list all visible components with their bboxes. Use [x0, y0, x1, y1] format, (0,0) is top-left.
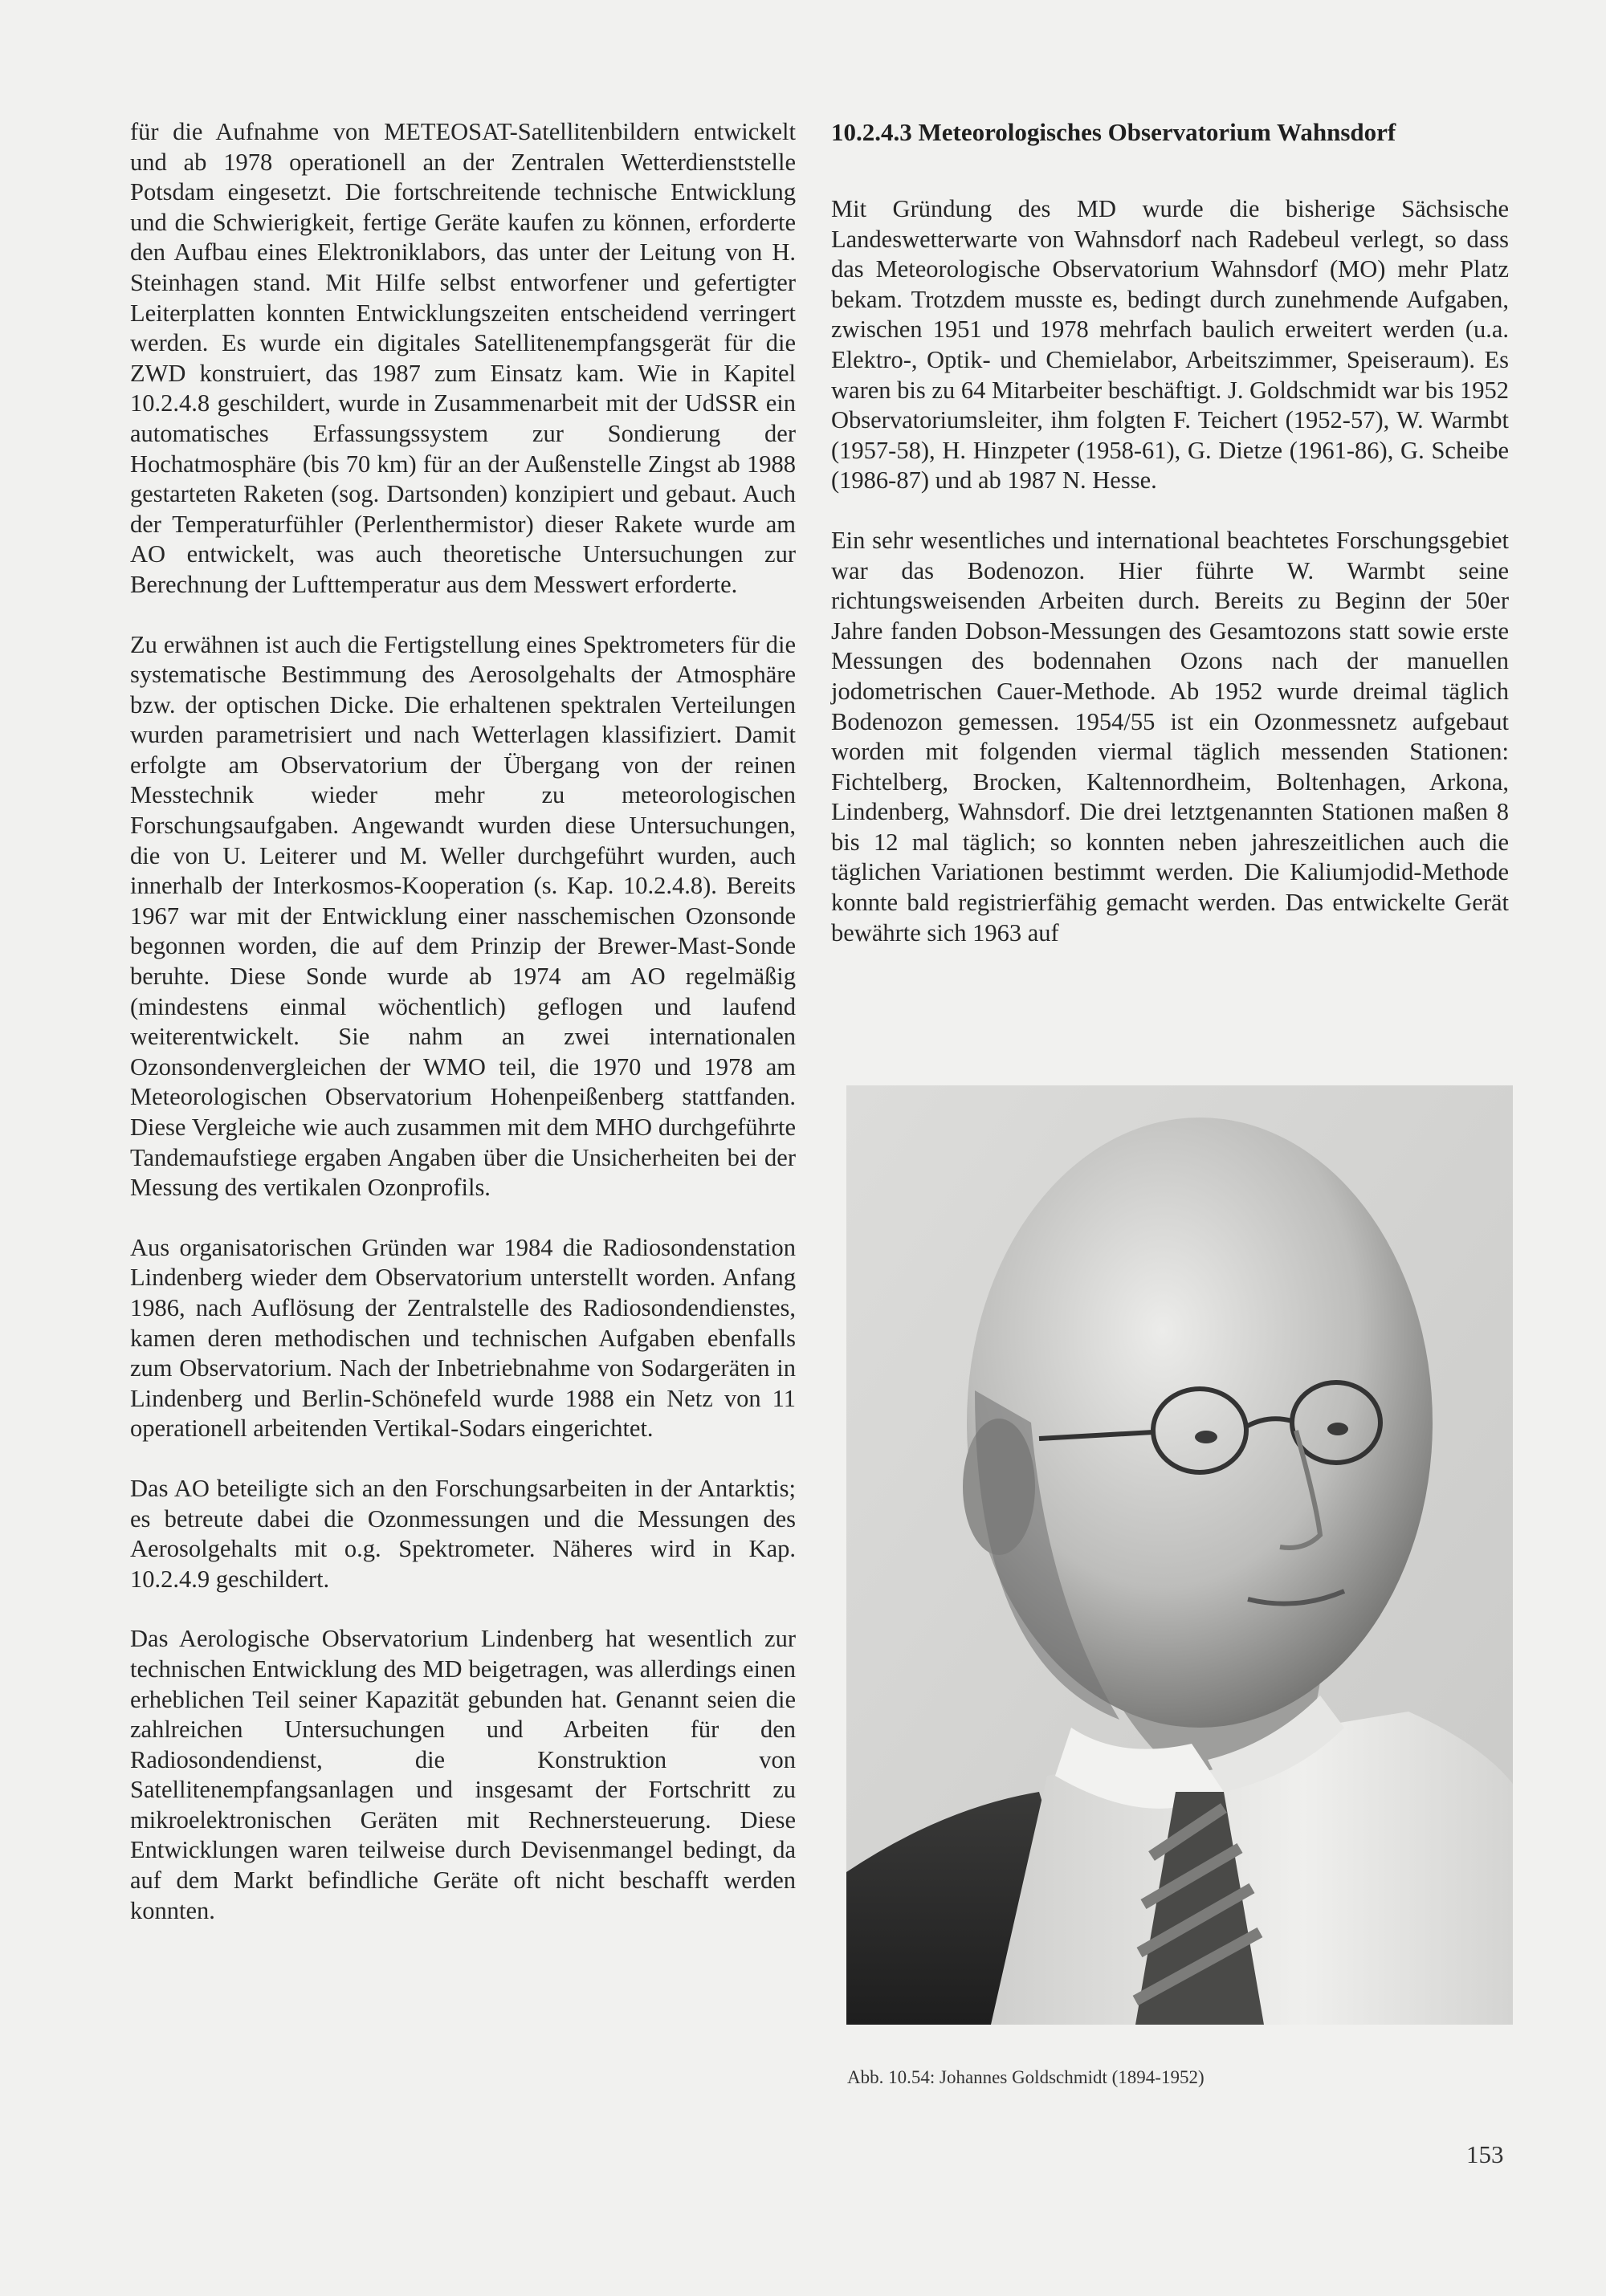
left-text-column [130, 117, 796, 1956]
paragraph: für die Aufnahme von METEOSAT-Satellitenbildern entwickelt und ab 1978 operationell an der Zentralen Wetterdienststelle Potsdam eingesetzt. Die fortschreitende technische Entwicklung und die Schwierigkeit, fertige Geräte kaufen zu können, erforderte den Aufbau eines Elektroniklabors, das unter der Leitung von H. Steinhagen stand. Mit Hilfe selbst entworfener und gefertigter Leiterplatten konnten Entwicklungszeiten entscheidend verringert werden. Es wurde ein digitales Satellitenempfangsgerät für die ZWD konstruiert, das 1987 zum Einsatz kam. Wie in Kapitel 10.2.4.8 geschildert, wurde in Zusammenarbeit mit der UdSSR ein automatisches Erfassungssystem zur Sondierung der Hochatmosphäre (bis 70 km) für an der Außenstelle Zingst ab 1988 gestarteten Raketen (sog. Dartsonden) konzipiert und gebaut. Auch der Temperaturfühler (Perlenthermistor) dieser Rakete wurde am AO entwickelt, was auch theoretische Untersuchungen zur Berechnung der Lufttemperatur aus dem Messwert erforderte. [130, 118, 796, 598]
paragraph: Das Aerologische Observatorium Lindenberg hat wesentlich zur technischen Entwicklung des MD beigetragen, was allerdings einen erheblichen Teil seiner Kapazität gebunden hat. Genannt seien die zahlreichen Untersuchungen und Arbeiten für den Radiosondendienst, die Konstruktion von Satellitenempfangsanlagen und insgesamt der Fortschritt zu mikroelektronischen Geräten mit Rechnersteuerung. Diese Entwicklungen waren teilweise durch Devisenmangel bedingt, da auf dem Markt befindliche Geräte oft nicht beschafft werden konnten. [130, 1625, 796, 1924]
paragraph: Ein sehr wesentliches und international beachtetes Forschungsgebiet war das Bodenozon. Hier führte W. Warmbt seine richtungsweisenden Arbeiten durch. Bereits zu Beginn der 50er Jahre fanden Dobson-Messungen des Gesamtozons statt sowie erste Messungen des bodennahen Ozons nach der manuellen jodometrischen Cauer-Methode. Ab 1952 wurde dreimal täglich Bodenozon gemessen. 1954/55 ist ein Ozonmessnetz aufgebaut worden mit folgenden viermal täglich messenden Stationen: Fichtelberg, Brocken, Kaltennordheim, Boltenhagen, Arkona, Lindenberg, Wahnsdorf. Die drei letztgenannten Stationen maßen 8 bis 12 mal täglich; so konnten neben jahreszeitlichen auch die täglichen Variationen bestimmt werden. Die Kaliumjodid-Methode konnte bald registrierfähig gemacht werden. Das entwickelte Gerät bewährte sich 1963 auf [831, 526, 1509, 946]
portrait-illustration [846, 1085, 1513, 2025]
paragraph: Mit Gründung des MD wurde die bisherige Sächsische Landeswetterwarte von Wahnsdorf nach Radebeul verlegt, so dass das Meteorologische Observatorium Wahnsdorf (MO) mehr Platz bekam. Trotzdem musste es, bedingt durch zunehmende Aufgaben, zwischen 1951 und 1978 mehrfach baulich erweitert werden (u.a. Elektro-, Optik- und Chemielabor, Arbeitszimmer, Speiseraum). Es waren bis zu 64 Mitarbeiter beschäftigt. J. Goldschmidt war bis 1952 Observatoriumsleiter, ihm folgten F. Teichert (1952-57), W. Warmbt (1957-58), H. Hinzpeter (1958-61), G. Dietze (1961-86), G. Scheibe (1986-87) und ab 1987 N. Hesse. [831, 195, 1509, 495]
right-text-column [831, 117, 1509, 978]
figure-caption: Abb. 10.54: Johannes Goldschmidt (1894-1952) [847, 2067, 1204, 2087]
page-number: 153 [1466, 2140, 1504, 2168]
portrait-photo [846, 1085, 1513, 2025]
paragraph: Zu erwähnen ist auch die Fertigstellung eines Spektrometers für die systematische Bestimmung des Aerosolgehalts der Atmosphäre bzw. der optischen Dicke. Die erhaltenen spektralen Verteilungen wurden parametrisiert und nach Wetterlagen klassifiziert. Damit erfolgte am Observatorium der Übergang von der reinen Messtechnik wieder mehr zu meteorologischen Forschungsaufgaben. Angewandt wurden diese Untersuchungen, die von U. Leiterer und M. Weller durchgeführt wurden, auch innerhalb der Interkosmos-Kooperation (s. Kap. 10.2.4.8). Bereits 1967 war mit der Entwicklung einer nasschemischen Ozonsonde begonnen worden, die auf dem Prinzip der Brewer-Mast-Sonde beruhte. Diese Sonde wurde ab 1974 am AO regelmäßig (mindestens einmal wöchentlich) geflogen und laufend weiterentwickelt. Sie nahm an zwei internationalen Ozonsondenvergleichen der WMO teil, die 1970 und 1978 am Meteorologischen Observatorium Hohenpeißenberg stattfanden. Diese Vergleiche wie auch zusammen mit dem MHO durchgeführte Tandemaufstiege ergaben Angaben über die Unsicherheiten bei der Messung des vertikalen Ozonprofils. [130, 630, 796, 1202]
paragraph: Das AO beteiligte sich an den Forschungsarbeiten in der Antarktis; es betreute dabei die Ozonmessungen und die Messungen des Aerosolgehalts mit o.g. Spektrometer. Näheres wird in Kap. 10.2.4.9 geschildert. [130, 1474, 796, 1593]
section-heading: 10.2.4.3 Meteorologisches Observatorium Wahnsdorf [831, 118, 1396, 146]
paragraph: Aus organisatorischen Gründen war 1984 die Radiosondenstation Lindenberg wieder dem Observatorium unterstellt worden. Anfang 1986, nach Auflösung der Zentralstelle des Radiosondendienstes, kamen deren methodischen und technischen Aufgaben ebenfalls zum Observatorium. Nach der Inbetriebnahme von Sodargeräten in Lindenberg und Berlin-Schönefeld wurde 1988 ein Netz von 11 operationell arbeitenden Vertikal-Sodars eingerichtet. [130, 1233, 796, 1443]
